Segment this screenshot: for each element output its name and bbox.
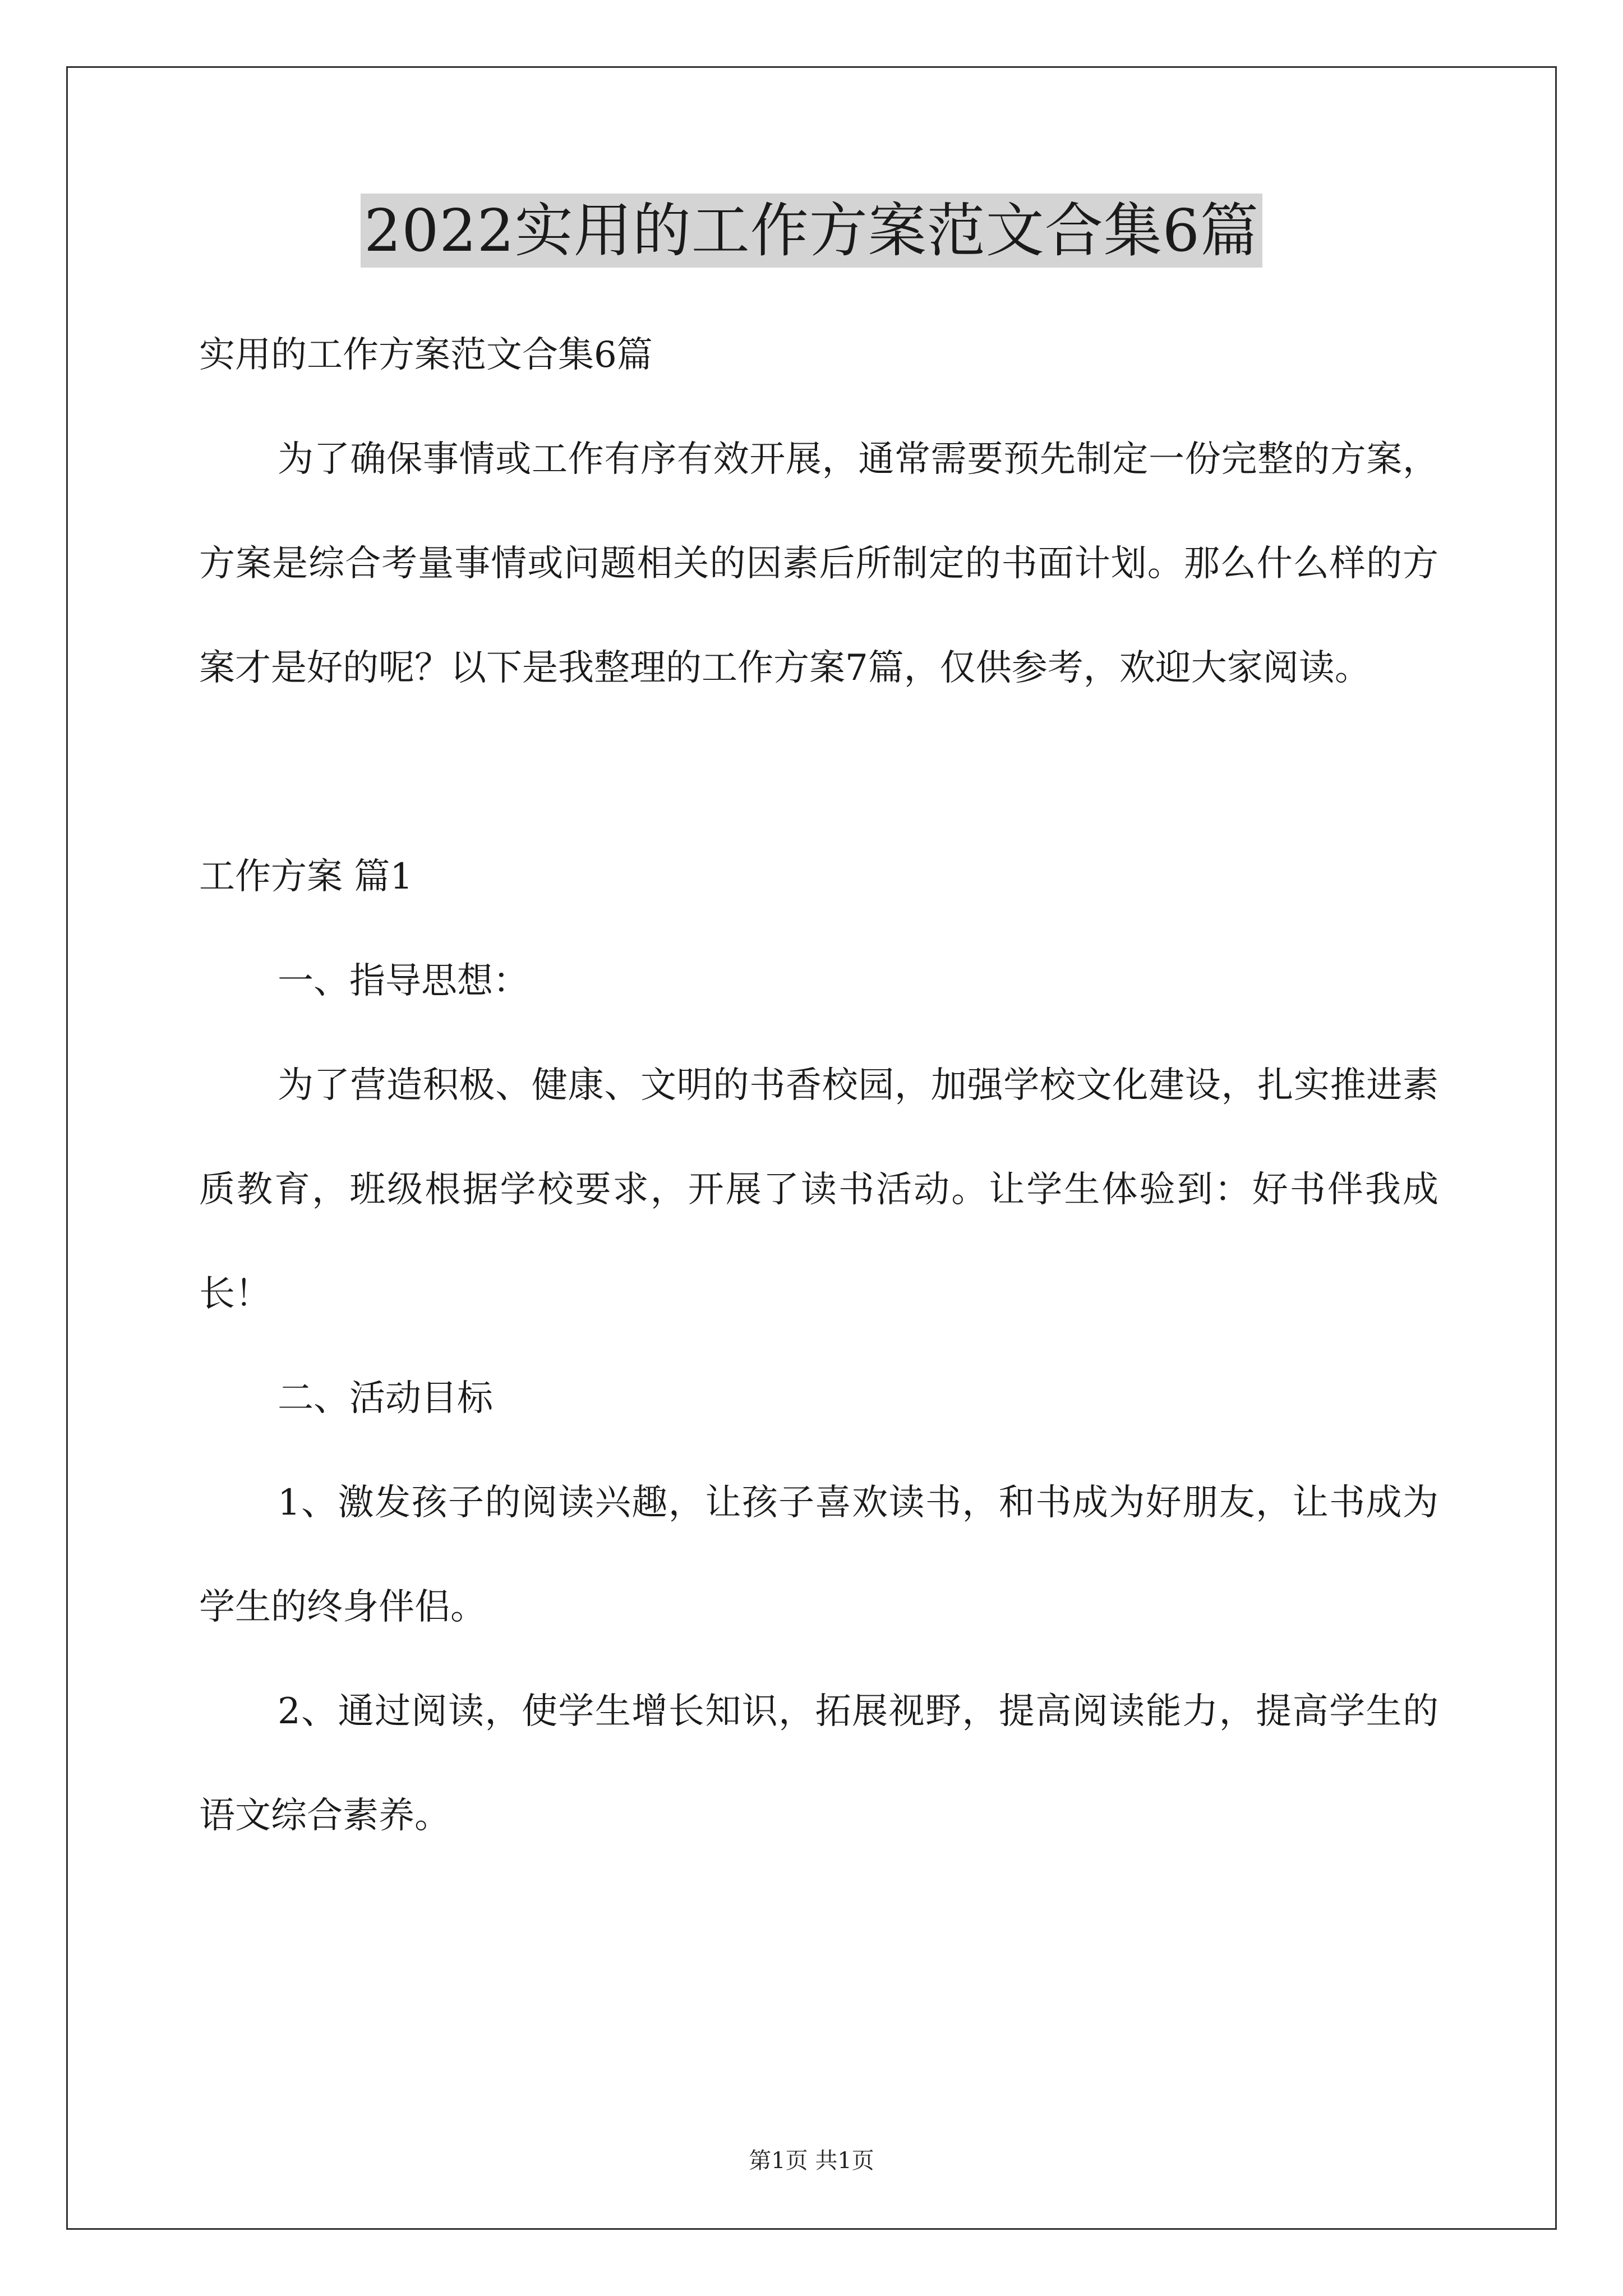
goal-item-2: 2、通过阅读，使学生增长知识，拓展视野，提高阅读能力，提高学生的语文综合素养。 <box>199 1691 1438 1837</box>
goals-heading: 二、活动目标 <box>278 1378 493 1419</box>
section-heading: 工作方案 篇1 <box>199 856 413 898</box>
document-subtitle: 实用的工作方案范文合集6篇 <box>199 334 653 376</box>
guiding-heading: 一、指导思想： <box>278 960 529 1002</box>
document-title <box>0 194 1623 268</box>
guiding-paragraph: 为了营造积极、健康、文明的书香校园，加强学校文化建设，扎实推进素质教育，班级根据学校要求，开展了读书活动。让学生体验到：好书伴我成长！ <box>199 1065 1438 1315</box>
goal-item-1: 1、激发孩子的阅读兴趣，让孩子喜欢读书，和书成为好朋友，让书成为学生的终身伴侣。 <box>199 1482 1438 1628</box>
page-footer: 第1页 共1页 <box>749 2148 874 2174</box>
paragraph-gap <box>199 720 1438 825</box>
document-title-text: 2022实用的工作方案范文合集6篇 <box>361 194 1262 268</box>
intro-paragraph: 为了确保事情或工作有序有效开展，通常需要预先制定一份完整的方案，方案是综合考量事情或问题相关的因素后所制定的书面计划。那么什么样的方案才是好的呢？以下是我整理的工作方案7篇，仅供参考，欢迎大家阅读。 <box>199 439 1438 689</box>
document-body <box>199 303 1438 1868</box>
